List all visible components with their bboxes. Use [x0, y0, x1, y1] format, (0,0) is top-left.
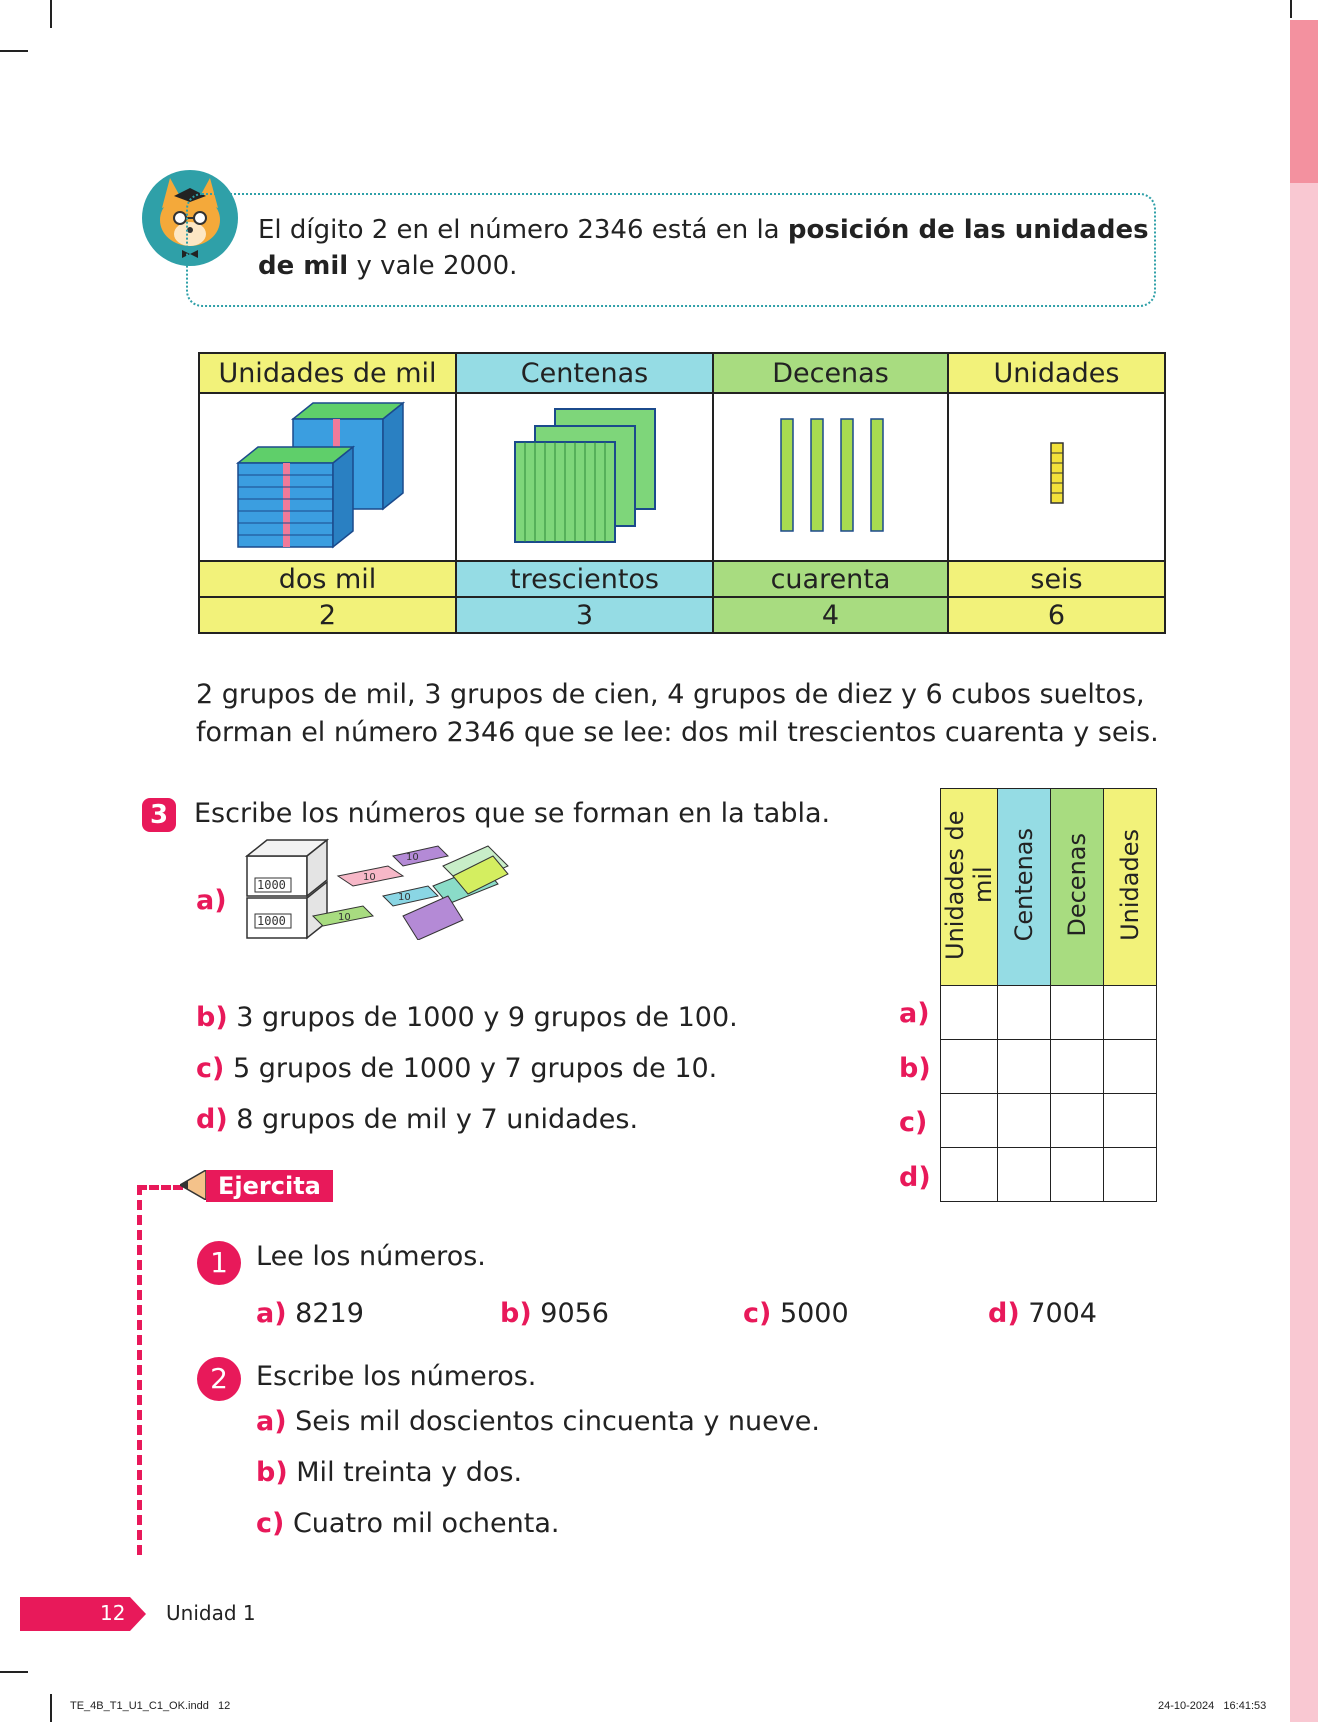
- answer-cell[interactable]: [998, 986, 1051, 1040]
- crop-mark: [50, 0, 52, 28]
- grid-header-decenas: [1051, 789, 1104, 986]
- grid-header-unidades-de-mil: [941, 789, 998, 986]
- grid-row-label: a): [899, 998, 930, 1029]
- header-centenas: Centenas: [456, 353, 713, 393]
- read-number-c: c) 5000: [743, 1298, 849, 1329]
- word-cuarenta: cuarenta: [713, 561, 948, 597]
- answer-grid: [940, 788, 1157, 1202]
- answer-cell[interactable]: [1104, 986, 1157, 1040]
- write-number-c: c) Cuatro mil ochenta.: [256, 1508, 560, 1539]
- grid-header-label: Centenas: [1010, 828, 1038, 942]
- pencil-tip-icon: [180, 1170, 206, 1200]
- item-label: a): [196, 885, 227, 916]
- read-number-d: d) 7004: [988, 1298, 1097, 1329]
- exercise-instruction: Escribe los números que se forman en la tabla.: [194, 798, 831, 829]
- answer-cell[interactable]: [1051, 1094, 1104, 1148]
- answer-cell[interactable]: [1104, 1148, 1157, 1202]
- exercise-number-badge: 3: [142, 798, 176, 832]
- ten-label: 10: [338, 912, 351, 923]
- page-edge-tab: [1290, 20, 1318, 183]
- answer-cell[interactable]: [998, 1040, 1051, 1094]
- grid-row-label: d): [899, 1162, 931, 1193]
- grid-row-label: b): [899, 1053, 931, 1084]
- answer-cell[interactable]: [1051, 1148, 1104, 1202]
- header-unidades: Unidades: [948, 353, 1165, 393]
- digit-hundreds: 3: [456, 597, 713, 633]
- explanation-paragraph: [196, 676, 1159, 752]
- word-dos-mil: dos mil: [199, 561, 456, 597]
- write-number-a: a) Seis mil doscientos cincuenta y nueve.: [256, 1406, 820, 1437]
- file-slug: TE_4B_T1_U1_C1_OK.indd 12: [70, 1700, 231, 1712]
- header-unidades-de-mil: Unidades de mil: [199, 353, 456, 393]
- crop-mark: [50, 1694, 52, 1722]
- answer-cell[interactable]: [941, 1040, 998, 1094]
- question-number-badge: 1: [197, 1241, 241, 1285]
- ten-rods-icon: [771, 409, 891, 539]
- digit-thousands: 2: [199, 597, 456, 633]
- crop-mark: [0, 1671, 28, 1673]
- ten-label: 10: [363, 872, 376, 883]
- question-number-badge: 2: [197, 1357, 241, 1401]
- ten-label: 10: [398, 892, 411, 903]
- grid-header-label: Decenas: [1063, 833, 1091, 937]
- unit-label: Unidad 1: [166, 1601, 256, 1625]
- answer-cell[interactable]: [941, 986, 998, 1040]
- grid-header-centenas: [998, 789, 1051, 986]
- exercise-item-c: c) 5 grupos de 1000 y 7 grupos de 10.: [196, 1053, 718, 1084]
- thousand-label: 1000: [257, 914, 286, 928]
- read-number-b: b) 9056: [500, 1298, 609, 1329]
- answer-cell[interactable]: [941, 1094, 998, 1148]
- page-number: 12: [100, 1601, 126, 1625]
- digit-tens: 4: [713, 597, 948, 633]
- thousand-blocks-cell: [199, 393, 456, 561]
- ten-rods-cell: [713, 393, 948, 561]
- unit-cubes-icon: [1042, 439, 1072, 509]
- crop-mark: [1290, 0, 1292, 18]
- grid-header-label: Unidades de mil: [941, 810, 997, 960]
- answer-cell[interactable]: [1051, 1040, 1104, 1094]
- answer-cell[interactable]: [998, 1148, 1051, 1202]
- question-instruction: Escribe los números.: [256, 1361, 537, 1392]
- answer-cell[interactable]: [998, 1094, 1051, 1148]
- page-number-arrow: [130, 1597, 146, 1631]
- word-trescientos: trescientos: [456, 561, 713, 597]
- grid-header-unidades: [1104, 789, 1157, 986]
- answer-cell[interactable]: [1051, 986, 1104, 1040]
- exercise-item-d: d) 8 grupos de mil y 7 unidades.: [196, 1104, 639, 1135]
- crop-mark: [0, 50, 28, 52]
- answer-cell[interactable]: [1104, 1094, 1157, 1148]
- place-value-table: [198, 352, 1166, 634]
- answer-cell[interactable]: [1104, 1040, 1157, 1094]
- thousand-cubes-icon: [233, 399, 423, 549]
- base-ten-blocks-illustration: [243, 836, 548, 940]
- header-decenas: Decenas: [713, 353, 948, 393]
- ejercita-dashed-line: [137, 1185, 142, 1555]
- info-text: El dígito 2 en el número 2346 está en la posición de las unidades de mil y vale 2000.: [258, 215, 1149, 281]
- read-number-a: a) 8219: [256, 1298, 364, 1329]
- hundred-flats-cell: [456, 393, 713, 561]
- ten-label: 10: [406, 852, 419, 863]
- unit-cubes-cell: [948, 393, 1165, 561]
- paragraph-line: forman el número 2346 que se lee: dos mil trescientos cuarenta y seis.: [196, 717, 1159, 748]
- question-instruction: Lee los números.: [256, 1241, 486, 1272]
- ejercita-dashed-line: [137, 1185, 183, 1190]
- exercise-item-b: b) 3 grupos de 1000 y 9 grupos de 100.: [196, 1002, 738, 1033]
- ejercita-title: Ejercita: [206, 1170, 333, 1202]
- paragraph-line: 2 grupos de mil, 3 grupos de cien, 4 grupos de diez y 6 cubos sueltos,: [196, 679, 1145, 710]
- thousand-label: 1000: [257, 878, 286, 892]
- hundred-flats-icon: [510, 404, 660, 544]
- digit-units: 6: [948, 597, 1165, 633]
- page-edge-band: [1290, 20, 1318, 1722]
- write-number-b: b) Mil treinta y dos.: [256, 1457, 523, 1488]
- date-slug: 24-10-2024 16:41:53: [1158, 1700, 1267, 1712]
- answer-cell[interactable]: [941, 1148, 998, 1202]
- grid-row-label: c): [899, 1107, 928, 1138]
- grid-header-label: Unidades: [1116, 829, 1144, 941]
- word-seis: seis: [948, 561, 1165, 597]
